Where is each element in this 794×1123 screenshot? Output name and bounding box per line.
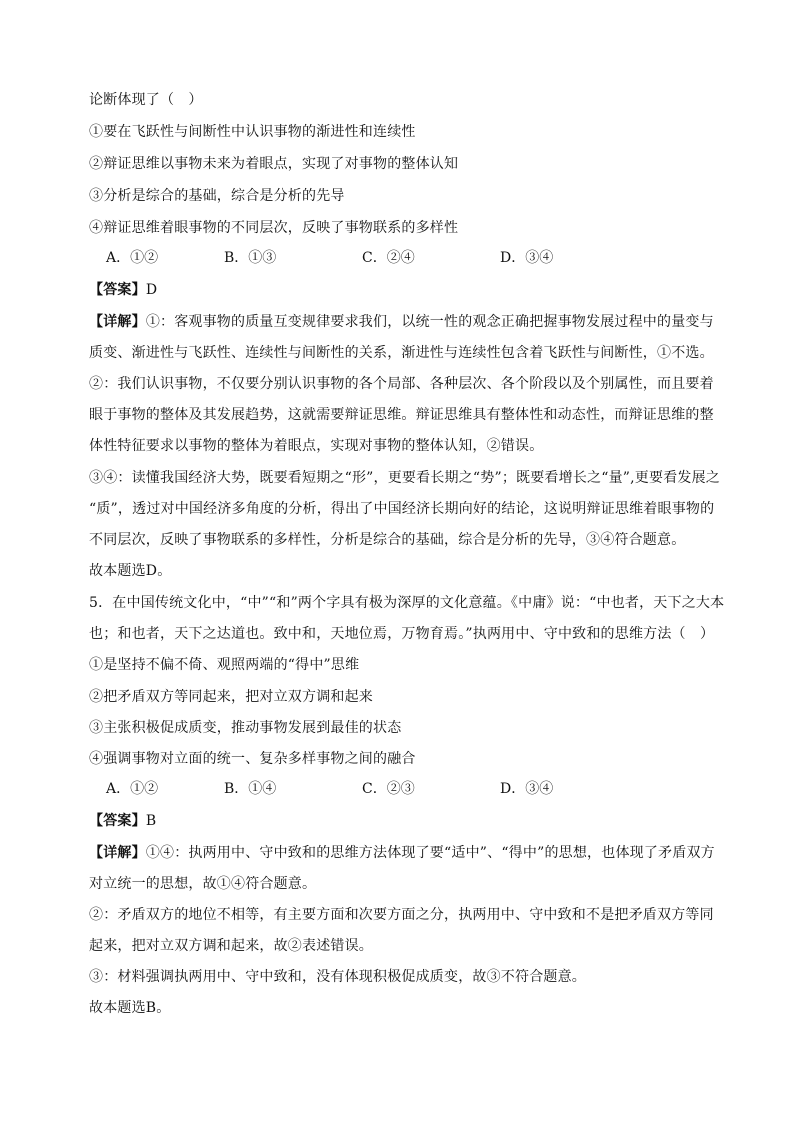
- choice-item: ③分析是综合的基础，综合是分析的先导: [89, 188, 345, 204]
- choice-item: ④辩证思维着眼事物的不同层次，反映了事物联系的多样性: [89, 220, 459, 236]
- answer-value: D: [145, 282, 158, 298]
- option-c: C．②③: [362, 781, 415, 797]
- detail-line: ②：矛盾双方的地位不相等，有主要方面和次要方面之分，执两用中、守中致和不是把矛盾双方等同: [89, 907, 714, 923]
- option-d: D．③④: [500, 781, 554, 797]
- option-c: C．②④: [362, 250, 415, 266]
- detail-line: 质变、渐进性与飞跃性、连续性与间断性的关系，渐进性与连续性包含着飞跃性与间断性，①不选。: [89, 345, 714, 361]
- detail-line: ③：材料强调执两用中、守中致和，没有体现积极促成质变，故③不符合题意。: [89, 969, 586, 985]
- option-b: B．①④: [224, 781, 277, 797]
- detail-line: 眼于事物的整体及其发展趋势，这就需要辩证思维。辩证思维具有整体性和动态性，而辩证思维的整: [89, 407, 714, 423]
- detail-text: ①④：执两用中、守中致和的思维方法体现了要“适中”、“得中”的思想，也体现了矛盾双方: [145, 845, 715, 861]
- detail-label: 【详解】: [89, 845, 146, 861]
- option-a: A．①②: [106, 250, 159, 266]
- question-stem: 论断体现了（ ）: [89, 92, 203, 108]
- answer-label: 【答案】: [89, 813, 146, 829]
- detail-line: “质”，透过对中国经济多角度的分析，得出了中国经济长期向好的结论，这说明辩证思维着眼事物的: [89, 501, 715, 517]
- choice-item: ④强调事物对立面的统一、复杂多样事物之间的融合: [89, 751, 416, 767]
- detail-line: ③④：读懂我国经济大势，既要看短期之“形”，更要看长期之“势”；既要看增长之“量”,更要看发展之: [89, 470, 720, 486]
- options-row: [106, 248, 726, 268]
- option-a: A．①②: [106, 781, 159, 797]
- options-row: [106, 779, 726, 799]
- answer-line: [89, 811, 719, 831]
- detail-line: 起来，把对立双方调和起来，故②表述错误。: [89, 938, 373, 954]
- choice-item: ②把矛盾双方等同起来，把对立双方调和起来: [89, 689, 373, 705]
- detail-line: [89, 843, 719, 863]
- option-b: B．①③: [224, 250, 277, 266]
- answer-label: 【答案】: [89, 282, 146, 298]
- question-stem: 也；和也者，天下之达道也。致中和，天地位焉，万物育焉。”执两用中、守中致和的思维方法（ ）: [89, 626, 715, 642]
- detail-line: [89, 312, 719, 332]
- answer-value: B: [145, 813, 157, 829]
- detail-text: ①：客观事物的质量互变规律要求我们，以统一性的观念正确把握事物发展过程中的量变与: [145, 314, 714, 330]
- option-d: D．③④: [500, 250, 554, 266]
- detail-label: 【详解】: [89, 314, 146, 330]
- detail-line: 不同层次，反映了事物联系的多样性，分析是综合的基础，综合是分析的先导，③④符合题意。: [89, 532, 686, 548]
- choice-item: ①是坚持不偏不倚、观照两端的“得中”思维: [89, 657, 360, 673]
- detail-line: ②：我们认识事物，不仅要分别认识事物的各个局部、各种层次、各个阶段以及个别属性，而且要着: [89, 376, 714, 392]
- choice-item: ②辩证思维以事物未来为着眼点，实现了对事物的整体认知: [89, 156, 459, 172]
- question-stem: 5．在中国传统文化中，“中”“和”两个字具有极为深厚的文化意蕴。《中庸》说：“中也者，天下之大本: [89, 595, 725, 611]
- conclusion-line: 故本题选B。: [89, 1000, 171, 1016]
- choice-item: ③主张积极促成质变，推动事物发展到最佳的状态: [89, 720, 402, 736]
- conclusion-line: 故本题选D。: [89, 563, 172, 579]
- detail-line: 对立统一的思想，故①④符合题意。: [89, 876, 317, 892]
- answer-line: [89, 280, 719, 300]
- detail-line: 体性特征要求以事物的整体为着眼点，实现对事物的整体认知，②错误。: [89, 438, 544, 454]
- choice-item: ①要在飞跃性与间断性中认识事物的渐进性和连续性: [89, 124, 416, 140]
